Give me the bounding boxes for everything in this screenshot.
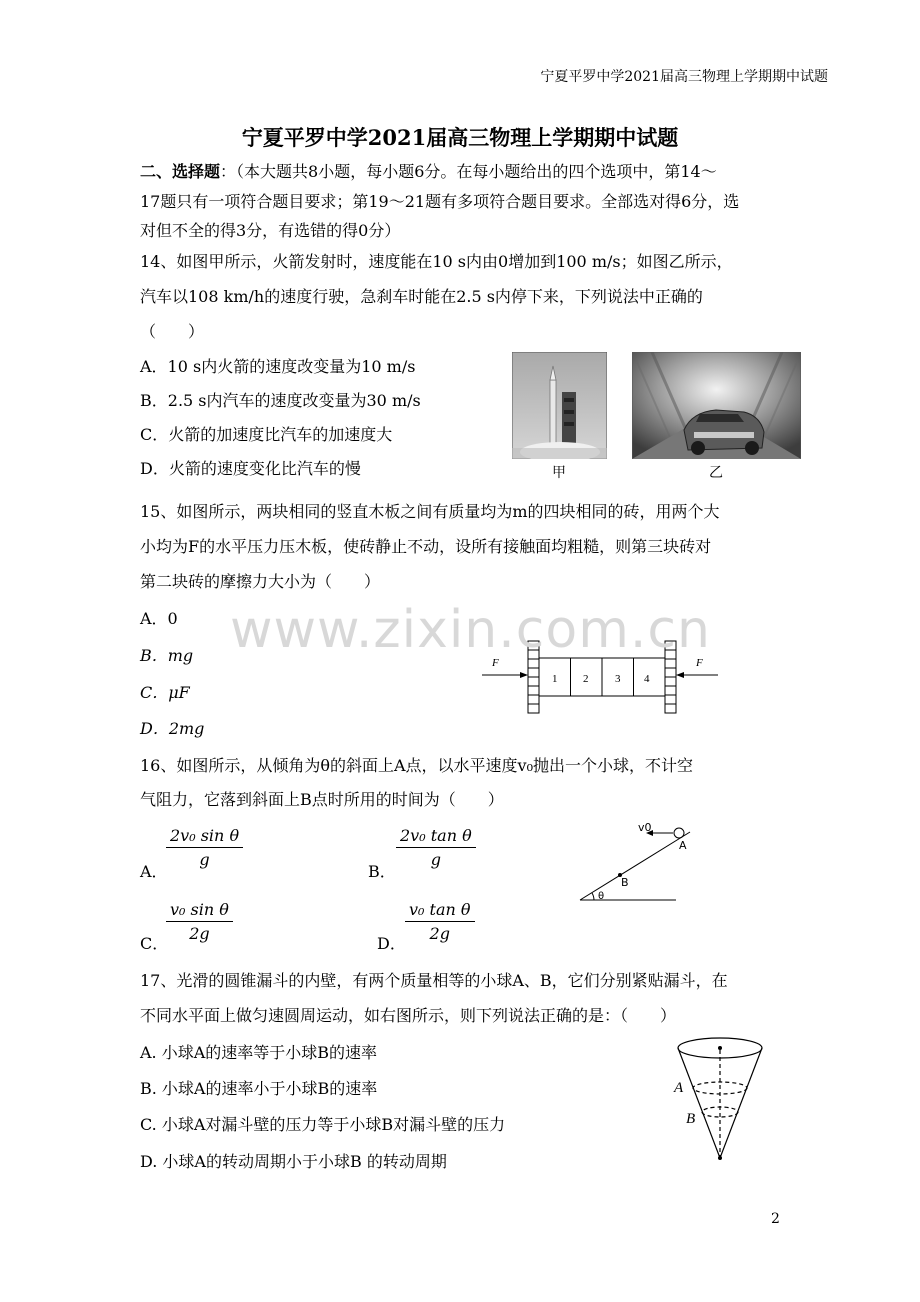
q17-option-d: D. 小球A的转动周期小于小球B 的转动周期	[140, 1152, 447, 1171]
q16-option-a-letter: A．	[140, 862, 168, 881]
cone-figure	[670, 1030, 770, 1165]
q16-option-d-numerator: v₀ tan θ	[405, 900, 475, 922]
point-a-label: A	[679, 839, 687, 852]
angle-label: θ	[598, 891, 605, 902]
q14-option-d: D．火箭的速度变化比汽车的慢	[140, 459, 361, 478]
brick-label-2: 2	[583, 673, 589, 685]
q16-option-a-denominator: g	[199, 850, 210, 869]
car-photo	[632, 352, 801, 459]
force-label-left: F	[492, 657, 499, 669]
q16-option-a-fraction	[166, 826, 243, 869]
q16-option-b-fraction	[396, 826, 476, 869]
q16-option-a-numerator: 2v₀ sin θ	[166, 826, 243, 848]
q14-stem-2: 汽车以108 km/h的速度行驶，急刹车时能在2.5 s内停下来，下列说法中正确的	[140, 287, 703, 306]
section-intro-line-2: 17题只有一项符合题目要求；第19～21题有多项符合题目要求。全部选对得6分，选	[140, 192, 740, 211]
figure-label-jia: 甲	[552, 465, 566, 481]
q17-option-a: A. 小球A的速率等于小球B的速率	[140, 1043, 378, 1062]
q16-option-d-denominator: 2g	[429, 924, 450, 943]
q14-option-b: B．2.5 s内汽车的速度改变量为30 m/s	[140, 391, 421, 410]
q15-option-b: B．mg	[140, 646, 194, 665]
q16-option-b-letter: B．	[368, 862, 396, 881]
section-intro-line-1: 二、选择题：（本大题共8小题，每小题6分。在每小题给出的四个选项中，第14～	[140, 162, 717, 181]
brick-label-4: 4	[644, 673, 650, 685]
section-heading: 二、选择题	[140, 162, 221, 181]
cone-label-a: A	[674, 1080, 684, 1096]
point-b-label: B	[621, 876, 629, 889]
q14-stem-3: （ ）	[140, 322, 205, 341]
force-label-right: F	[696, 657, 703, 669]
q15-stem-2: 小均为F的水平压力压木板，使砖静止不动，设所有接触面均粗糙，则第三块砖对	[140, 537, 712, 556]
q16-option-b-denominator: g	[430, 850, 441, 869]
cone-label-b: B	[686, 1111, 696, 1127]
q17-option-c: C. 小球A对漏斗壁的压力等于小球B对漏斗壁的压力	[140, 1115, 506, 1134]
q14-stem-1: 14、如图甲所示，火箭发射时，速度能在10 s内由0增加到100 m/s；如图乙所示，	[140, 252, 733, 271]
section-intro-line-3: 对但不全的得3分，有选错的得0分）	[140, 221, 401, 240]
q17-stem-1: 17、光滑的圆锥漏斗的内壁，有两个质量相等的小球A、B，它们分别紧贴漏斗，在	[140, 971, 728, 990]
v0-label: v0	[638, 821, 652, 834]
page-number: 2	[771, 1211, 780, 1227]
q15-stem-1: 15、如图所示，两块相同的竖直木板之间有质量均为m的四块相同的砖，用两个大	[140, 502, 720, 521]
q16-option-c-denominator: 2g	[189, 924, 210, 943]
q14-option-c: C．火箭的加速度比汽车的加速度大	[140, 425, 393, 444]
rocket-photo	[512, 352, 607, 459]
q15-option-a: A．0	[140, 609, 178, 628]
q16-option-d-letter: D．	[377, 934, 406, 953]
q15-option-d: D．2mg	[140, 719, 205, 738]
q16-stem-1: 16、如图所示，从倾角为θ的斜面上A点，以水平速度v₀抛出一个小球，不计空	[140, 756, 694, 775]
q16-option-c-numerator: v₀ sin θ	[166, 900, 233, 922]
q15-option-c: C．μF	[140, 683, 190, 702]
page-title: 宁夏平罗中学2021届高三物理上学期期中试题	[241, 125, 679, 150]
q16-stem-2: 气阻力，它落到斜面上B点时所用的时间为（ ）	[140, 790, 504, 809]
incline-figure	[578, 818, 698, 904]
q16-option-b-numerator: 2v₀ tan θ	[396, 826, 476, 848]
q16-option-c-letter: C．	[140, 934, 169, 953]
q16-option-d-fraction	[405, 900, 475, 943]
q17-stem-2: 不同水平面上做匀速圆周运动，如右图所示，则下列说法正确的是：（ ）	[140, 1006, 677, 1025]
running-header: 宁夏平罗中学2021届高三物理上学期期中试题	[540, 69, 828, 85]
brick-label-3: 3	[615, 673, 621, 685]
figure-label-yi: 乙	[709, 465, 723, 481]
watermark: www.zixin.com.cn	[230, 600, 711, 660]
q14-option-a: A．10 s内火箭的速度改变量为10 m/s	[140, 357, 416, 376]
q16-option-c-fraction	[166, 900, 233, 943]
brick-label-1: 1	[552, 673, 558, 685]
q17-option-b: B. 小球A的速率小于小球B的速率	[140, 1079, 378, 1098]
q15-stem-3: 第二块砖的摩擦力大小为（ ）	[140, 572, 381, 591]
